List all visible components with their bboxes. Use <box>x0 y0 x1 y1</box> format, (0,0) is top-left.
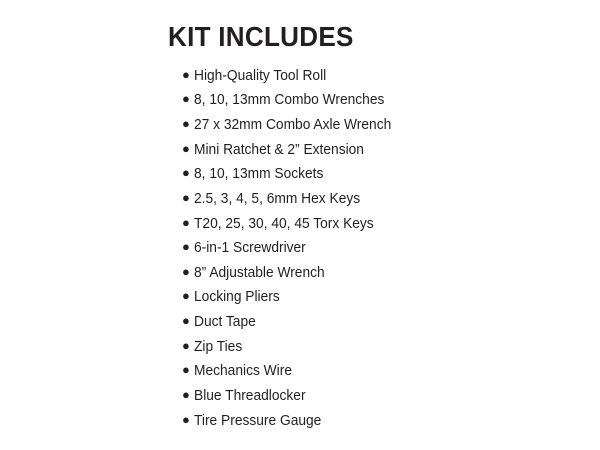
bullet-icon: ● <box>182 91 190 107</box>
bullet-icon: ● <box>182 214 190 230</box>
list-item-label: 8, 10, 13mm Combo Wrenches <box>194 92 385 109</box>
bullet-icon: ● <box>182 116 190 132</box>
list-item-label: Duct Tape <box>194 314 256 331</box>
list-item <box>168 165 568 183</box>
kit-includes-block <box>168 22 568 436</box>
list-item-label: Locking Pliers <box>194 289 280 306</box>
list-item-label: 6-in-1 Screwdriver <box>194 240 306 257</box>
list-item <box>168 362 568 380</box>
list-item <box>168 215 568 233</box>
bullet-icon: ● <box>182 337 190 353</box>
list-item <box>168 288 568 306</box>
bullet-icon: ● <box>182 263 190 279</box>
list-item-label: T20, 25, 30, 40, 45 Torx Keys <box>194 215 374 232</box>
list-item <box>168 190 568 208</box>
list-item-label: Zip Ties <box>194 338 243 355</box>
list-item-label: Tire Pressure Gauge <box>194 412 322 429</box>
bullet-icon: ● <box>182 362 190 378</box>
list-item <box>168 264 568 282</box>
list-item <box>168 239 568 257</box>
list-item-label: Mechanics Wire <box>194 363 292 380</box>
bullet-icon: ● <box>182 386 190 402</box>
bullet-icon: ● <box>182 140 190 156</box>
list-item-label: Mini Ratchet & 2” Extension <box>194 141 364 158</box>
list-item <box>168 338 568 356</box>
bullet-icon: ● <box>182 66 190 82</box>
bullet-icon: ● <box>182 313 190 329</box>
list-item <box>168 141 568 159</box>
list-item <box>168 412 568 430</box>
list-item-label: High-Quality Tool Roll <box>194 67 327 84</box>
list-item-label: 8” Adjustable Wrench <box>194 264 325 281</box>
list-item <box>168 313 568 331</box>
bullet-icon: ● <box>182 239 190 255</box>
bullet-icon: ● <box>182 288 190 304</box>
list-item <box>168 91 568 109</box>
list-item-label: Blue Threadlocker <box>194 387 306 404</box>
list-item-label: 8, 10, 13mm Sockets <box>194 166 324 183</box>
list-item <box>168 116 568 134</box>
list-item <box>168 67 568 85</box>
bullet-icon: ● <box>182 411 190 427</box>
kit-includes-list <box>168 67 568 430</box>
page-title: KIT INCLUDES <box>168 21 354 52</box>
bullet-icon: ● <box>182 165 190 181</box>
list-item <box>168 387 568 405</box>
list-item-label: 27 x 32mm Combo Axle Wrench <box>194 117 392 134</box>
bullet-icon: ● <box>182 189 190 205</box>
list-item-label: 2.5, 3, 4, 5, 6mm Hex Keys <box>194 190 361 207</box>
